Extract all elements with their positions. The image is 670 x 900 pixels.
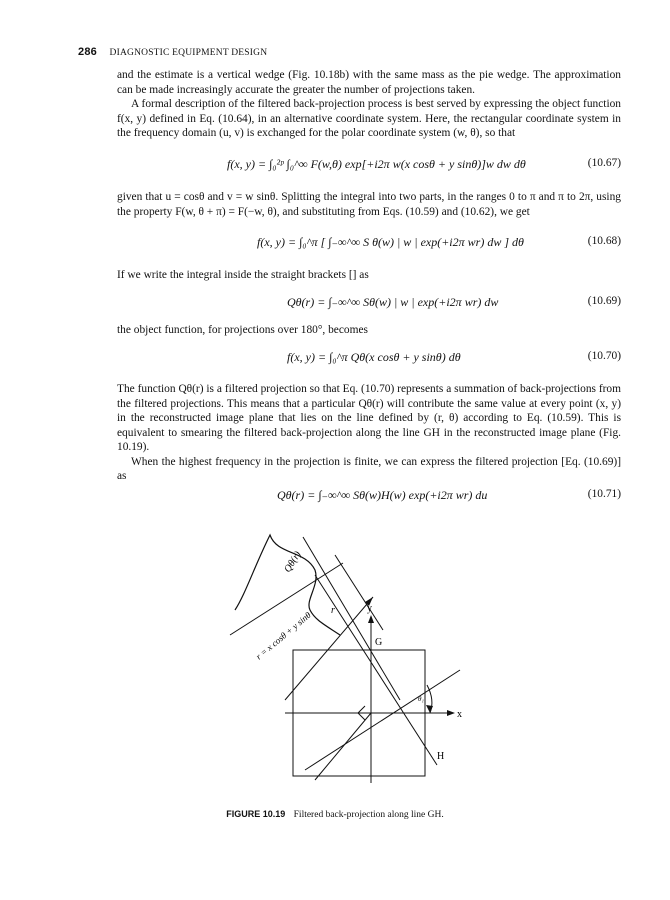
equation-10-71 xyxy=(117,488,621,514)
paragraph-5-text: the object function, for projections over 180°, becomes xyxy=(117,324,368,336)
equation-10-69 xyxy=(117,295,621,321)
label-x: x xyxy=(457,709,462,720)
equation-number: (10.71) xyxy=(587,488,621,500)
paragraph-3-text: given that u = cosθ and v = w sinθ. Splitting the integral into two parts, in the ranges 0 to π and π to 2π, using the property F(w, θ + π) = F(−w, θ), and substituting from Eqs. (10.59) and (10.62), we get xyxy=(117,191,621,218)
equation-number: (10.68) xyxy=(587,235,621,247)
line-gh-extension xyxy=(315,713,371,780)
figure-caption xyxy=(0,809,670,820)
projection-curve xyxy=(235,535,340,635)
equation-body: f(x, y) = ∫₀^π [ ∫₋∞^∞ S θ(w) | w | exp(+i2π wr) dw ] dθ xyxy=(257,235,524,249)
running-title: DIAGNOSTIC EQUIPMENT DESIGN xyxy=(109,48,268,58)
paragraph-1 xyxy=(117,68,621,141)
x-arrowhead xyxy=(447,710,455,716)
r-axis xyxy=(285,597,373,700)
paragraph-6 xyxy=(117,382,621,484)
label-q: Qθ(r) xyxy=(282,549,304,575)
equation-10-70 xyxy=(117,350,621,376)
page-number: 286 xyxy=(78,46,97,58)
figure-10-19-diagram xyxy=(215,525,475,790)
y-arrowhead xyxy=(368,615,374,623)
caption-text: Filtered back-projection along line GH. xyxy=(293,810,444,820)
equation-number: (10.69) xyxy=(587,295,621,307)
ray-line-upper xyxy=(303,537,400,700)
equation-number: (10.67) xyxy=(587,157,621,169)
equation-body: f(x, y) = ∫₀^π Qθ(x cosθ + y sinθ) dθ xyxy=(287,350,461,364)
running-header xyxy=(78,46,267,58)
paragraph-4 xyxy=(117,268,621,283)
paragraph-7-text: When the highest frequency in the projection is finite, we can express the filtered projection [Eq. (10.69)] as xyxy=(117,455,621,482)
equation-body: Qθ(r) = ∫₋∞^∞ Sθ(w)H(w) exp(+i2π wr) du xyxy=(277,488,488,502)
paragraph-3 xyxy=(117,190,621,219)
paragraph-1-text: and the estimate is a vertical wedge (Fig. 10.18b) with the same mass as the pie wedge. The approximation can be made increasingly accurate the greater the number of projections taken. xyxy=(117,69,621,96)
paragraph-6-text: The function Qθ(r) is a filtered projection so that Eq. (10.70) represents a summation of back-projections from the filtered projections. This means that a particular Qθ(r) will contribute the same value at every point (x, y) in the reconstructed image plane that lies on the line defined by (r, θ) according to Eq. (10.59). This is equivalent to smearing the filtered back-projection along the line GH in the reconstructed image plane (Fig. 10.19). xyxy=(117,383,621,453)
paragraph-2-text: A formal description of the filtered back-projection process is best served by expressing the object function f(x, y) defined in Eq. (10.64), in an alternative coordinate system. Here, the rectangular coordinate system in the frequency domain (u, v) is exchanged for the polar coordinate system (w, θ), so that xyxy=(117,98,621,139)
paragraph-4-text: If we write the integral inside the straight brackets [] as xyxy=(117,269,369,281)
label-y: y xyxy=(367,603,372,614)
label-theta: θ₁ xyxy=(418,695,424,703)
caption-label: FIGURE 10.19 xyxy=(226,809,286,819)
equation-number: (10.70) xyxy=(587,350,621,362)
equation-body: f(x, y) = ∫₀²ᵖ ∫₀^∞ F(w,θ) exp[+i2π w(x cosθ + y sinθ)]w dw dθ xyxy=(227,157,526,171)
projection-baseline xyxy=(230,563,343,635)
label-h: H xyxy=(437,751,445,762)
theta-arrowhead xyxy=(426,705,433,713)
label-r-equation: r = x cosθ + y sinθ xyxy=(253,609,313,662)
label-r: r xyxy=(331,605,335,616)
ray-line-top xyxy=(335,555,383,630)
equation-body: Qθ(r) = ∫₋∞^∞ Sθ(w) | w | exp(+i2π wr) dw xyxy=(287,295,499,309)
paragraph-5 xyxy=(117,323,621,338)
ray-line-lower xyxy=(315,575,437,765)
label-g: G xyxy=(375,637,383,648)
equation-10-68 xyxy=(117,235,621,261)
equation-10-67 xyxy=(117,157,621,183)
